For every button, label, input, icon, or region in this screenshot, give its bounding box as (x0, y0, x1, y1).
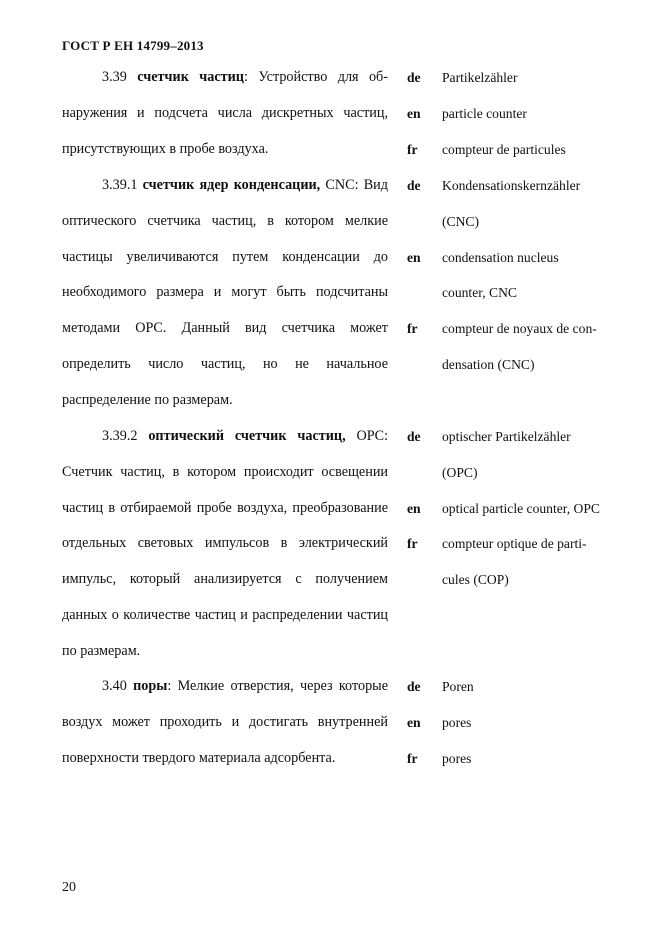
term-name: счетчик ядер конденсации, (142, 177, 321, 193)
term-translations (407, 168, 637, 383)
term-number: 3.39.2 (102, 428, 138, 444)
term-text: CNC: Вид оптического счетчика частиц, в котором мелкие частицы увеличиваются путем конденсации до необходимого размера и могут быть подсчитаны методами OPC. Данный вид счетчика может определить число частиц, но не начальное распределение по размерам. (62, 177, 388, 408)
term-definition (62, 419, 388, 670)
lang-code: de (407, 70, 421, 85)
term-name: оптический счетчик частиц, (148, 428, 346, 444)
page-number: 20 (62, 880, 76, 895)
lang-code: en (407, 105, 421, 121)
lang-code: en (407, 500, 421, 516)
translation-line: compteur de particules (442, 141, 566, 157)
translation-line: (OPC) (442, 464, 478, 480)
translation-line: (CNC) (442, 213, 480, 229)
lang-code: de (407, 178, 421, 193)
lang-code: de (407, 429, 421, 444)
translation-de (407, 419, 637, 491)
translation-line: pores (442, 750, 472, 766)
term-text: OPC: Счетчик частиц, в котором происходит освещении частиц в отбираемой пробе воздуха, преобразование отдельных световых импульсов в электрический импульс, который анализируется с получением данных о количестве частиц и распределении частиц по размерам. (62, 428, 389, 659)
translation-line: condensation nucleus (442, 249, 559, 265)
term-translations (407, 669, 637, 776)
translation-de (407, 669, 637, 705)
translation-line: pores (442, 714, 472, 730)
translation-en (407, 96, 637, 132)
term-definition (62, 669, 388, 776)
document-header: ГОСТ Р ЕН 14799–2013 (62, 38, 204, 53)
translation-line: compteur optique de parti- (442, 536, 587, 552)
translation-fr (407, 311, 637, 383)
translation-de (407, 168, 637, 240)
term-definition (62, 60, 388, 167)
translation-fr (407, 132, 637, 168)
translation-fr (407, 526, 637, 598)
translation-de (407, 60, 637, 96)
translation-line: particle counter (442, 105, 527, 121)
term-number: 3.39 (102, 69, 127, 85)
translation-line: Kondensationskernzähler (442, 178, 581, 193)
translation-en (407, 240, 637, 312)
lang-code: en (407, 714, 421, 730)
lang-code: fr (407, 141, 418, 157)
term-translations (407, 60, 637, 167)
term-definition (62, 168, 388, 419)
lang-code: fr (407, 536, 418, 552)
term-translations (407, 419, 637, 598)
translation-line: Partikelzähler (442, 70, 518, 85)
translation-line: counter, CNC (442, 285, 517, 301)
translation-en (407, 491, 637, 527)
translation-line: densation (CNC) (442, 356, 535, 372)
term-number: 3.39.1 (102, 177, 138, 193)
term-name: поры (133, 678, 168, 694)
translation-line: cules (COP) (442, 572, 509, 588)
lang-code: fr (407, 750, 418, 766)
term-text: : Устройство для обнаружения и подсчета числа дискретных частиц, присутствующих в пробе воздуха. (62, 69, 388, 157)
term-text: : Мелкие отверстия, через которые воздух может проходить и достигать внутренней поверхности твердого материала адсорбента. (62, 678, 388, 766)
term-name: счетчик частиц (137, 69, 244, 85)
lang-code: en (407, 249, 421, 265)
term-number: 3.40 (102, 678, 127, 694)
translation-line: optischer Partikelzähler (442, 429, 571, 444)
translation-en (407, 705, 637, 741)
lang-code: de (407, 679, 421, 694)
translation-line: Poren (442, 679, 474, 694)
translation-line: compteur de noyaux de con- (442, 321, 597, 337)
translation-line: optical particle counter, OPC (442, 500, 601, 516)
lang-code: fr (407, 321, 418, 337)
translation-fr (407, 741, 637, 777)
